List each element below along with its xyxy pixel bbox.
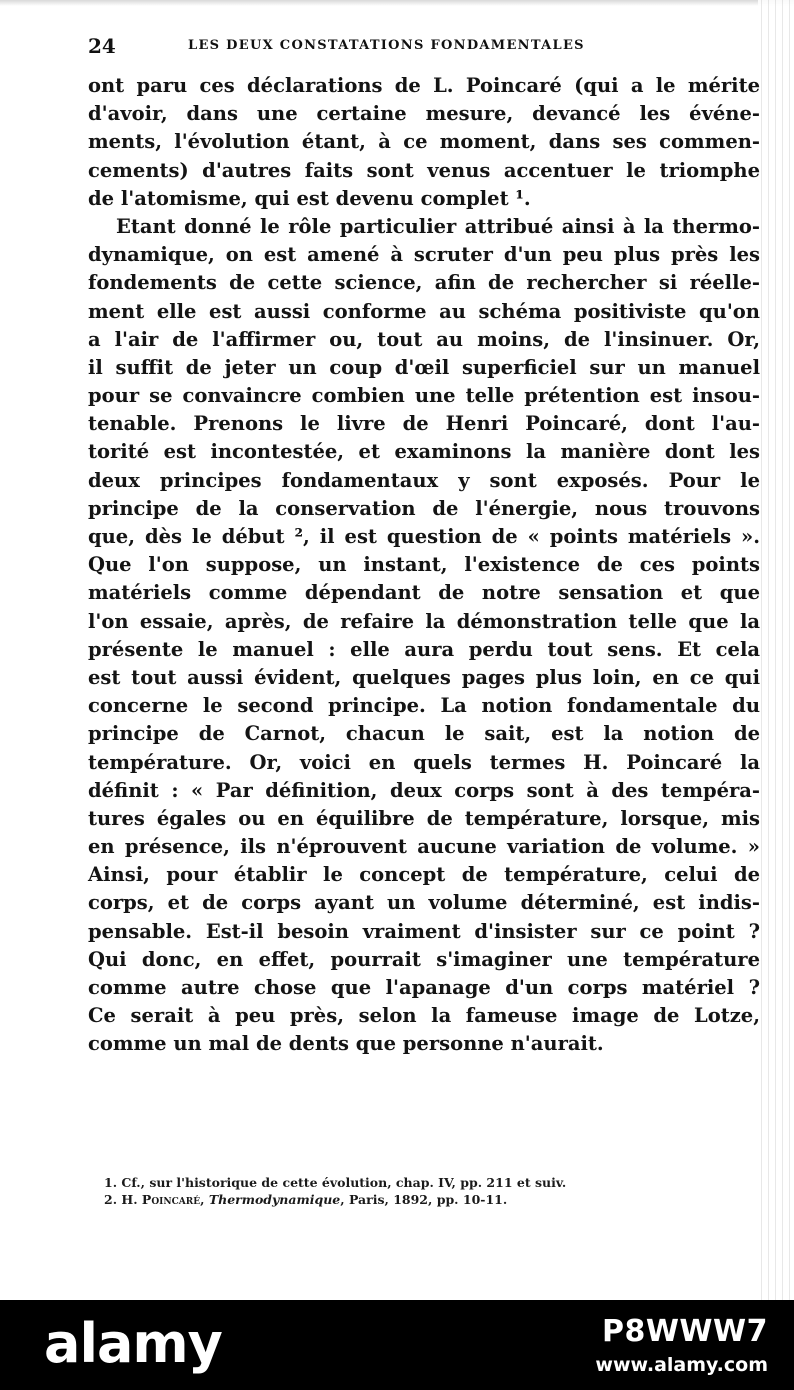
footnote-2-author: Poincaré — [141, 1192, 201, 1207]
text-line: cements) d'autres faits sont venus accentuer le triomphe — [88, 158, 760, 182]
site-url: www.alamy.com — [595, 1354, 768, 1376]
text-line: température. Or, voici en quels termes H. Poincaré la — [88, 750, 760, 774]
text-line: est tout aussi évident, quelques pages plus loin, en ce qui — [88, 665, 760, 689]
paragraph-1 — [88, 72, 760, 213]
paragraph-2 — [88, 213, 760, 1059]
text-line: corps, et de corps ayant un volume déterminé, est indis- — [88, 891, 760, 915]
body-text — [88, 72, 760, 1059]
text-line: de l'atomisme, qui est devenu complet ¹. — [88, 186, 531, 210]
text-line: comme autre chose que l'apanage d'un corps matériel ? — [88, 976, 760, 999]
text-line: principe de la conservation de l'énergie, nous trouvons — [88, 496, 760, 520]
footnote-2-title: Thermodynamique — [208, 1192, 341, 1207]
footnote-2 — [104, 1191, 724, 1208]
text-line: ment elle est aussi conforme au schéma positiviste qu'on — [88, 299, 760, 323]
text-line: Que l'on suppose, un instant, l'existence de ces points — [88, 553, 760, 577]
brand-logo: alamy — [44, 1312, 222, 1375]
text-line: ments, l'évolution étant, à ce moment, dans ses commen- — [88, 130, 760, 154]
text-line: que, dès le début ², il est question de « points matériels ». — [88, 525, 760, 548]
footnotes — [104, 1174, 724, 1208]
text-line: pour se convaincre combien une telle prétention est insou- — [88, 384, 760, 408]
text-line: en présence, ils n'éprouvent aucune variation de volume. » — [88, 835, 760, 859]
footnote-2-prefix: 2. H. — [104, 1192, 142, 1207]
page-binding-edge — [758, 0, 794, 1300]
scan-edge — [0, 0, 794, 6]
page-header — [88, 34, 760, 56]
stock-watermark-banner — [0, 1300, 794, 1390]
text-line: comme un mal de dents que personne n'aurait. — [88, 1032, 604, 1056]
text-line: Etant donné le rôle particulier attribué ainsi à la thermo- — [116, 214, 760, 238]
text-line: Qui donc, en effet, pourrait s'imaginer une température — [88, 947, 760, 971]
footnote-2-rest: , Paris, 1892, pp. 10-11. — [340, 1192, 508, 1207]
text-line: Ainsi, pour établir le concept de température, celui de — [88, 863, 760, 887]
text-line: pensable. Est-il besoin vraiment d'insister sur ce point ? — [88, 919, 760, 943]
text-line: il suffit de jeter un coup d'œil superficiel sur un manuel — [88, 355, 760, 379]
text-line: ont paru ces déclarations de L. Poincaré (qui a le mérite — [88, 74, 760, 97]
text-line: tenable. Prenons le livre de Henri Poincaré, dont l'au- — [88, 412, 760, 436]
page-number: 24 — [88, 34, 116, 58]
text-line: d'avoir, dans une certaine mesure, devancé les événe- — [88, 102, 760, 126]
footnote-2-sep: , — [200, 1192, 209, 1207]
text-line: torité est incontestée, et examinons la manière dont les — [88, 440, 760, 464]
text-line: deux principes fondamentaux y sont exposés. Pour le — [88, 468, 760, 492]
text-line: concerne le second principe. La notion fondamentale du — [88, 694, 760, 718]
image-id: P8WWW7 — [601, 1314, 768, 1349]
text-line: a l'air de l'affirmer ou, tout au moins, de l'insinuer. Or, — [88, 327, 760, 351]
text-line: fondements de cette science, afin de rechercher si réelle- — [88, 271, 760, 295]
footnote-1: 1. Cf., sur l'historique de cette évolution, chap. IV, pp. 211 et suiv. — [104, 1175, 567, 1190]
text-line: principe de Carnot, chacun le sait, est la notion de — [88, 722, 760, 746]
text-line: définit : « Par définition, deux corps sont à des tempéra- — [88, 778, 760, 802]
text-line: tures égales ou en équilibre de température, lorsque, mis — [88, 806, 760, 830]
text-line: présente le manuel : elle aura perdu tout sens. Et cela — [88, 637, 760, 661]
running-head: LES DEUX CONSTATATIONS FONDAMENTALES — [188, 38, 585, 53]
text-line: dynamique, on est amené à scruter d'un peu plus près les — [88, 243, 760, 267]
text-line: l'on essaie, après, de refaire la démonstration telle que la — [88, 609, 760, 633]
text-line: Ce serait à peu près, selon la fameuse image de Lotze, — [88, 1004, 760, 1028]
text-line: matériels comme dépendant de notre sensation et que — [88, 581, 760, 605]
